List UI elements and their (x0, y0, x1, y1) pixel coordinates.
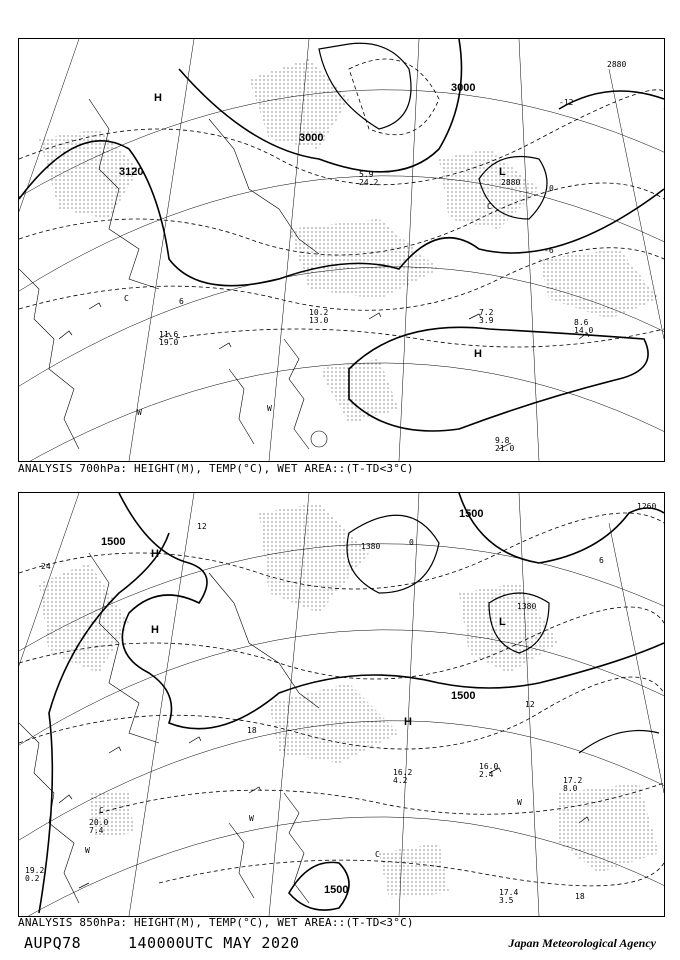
height-label: 1380 (361, 542, 381, 551)
station-value: 13.0 (309, 316, 329, 325)
high-pressure-center: H (151, 624, 159, 636)
cold-center: C (487, 202, 492, 211)
station-value: 21.0 (495, 444, 515, 453)
height-label: 1500 (451, 690, 476, 702)
station-value: 20.0 (89, 818, 109, 827)
warm-center: W (137, 408, 142, 417)
cold-center: C (99, 806, 104, 815)
height-label: 3000 (451, 82, 476, 94)
station-value: 10.2 (309, 308, 329, 317)
height-label: 3000 (299, 132, 324, 144)
warm-center: W (85, 846, 90, 855)
station-value: 5.9 (359, 170, 374, 179)
station-value: 8.6 (574, 318, 589, 327)
isotherm-label: 18 (247, 726, 257, 735)
isotherm-label: 0 (549, 184, 554, 193)
station-value: 24.2 (359, 178, 379, 187)
station-value: 3.5 (499, 896, 514, 905)
isotherm-label: -12 (559, 98, 574, 107)
height-label: 1260 (637, 502, 657, 511)
map-caption-700hpa: ANALYSIS 700hPa: HEIGHT(M), TEMP(°C), WET AREA::(T-TD<3°C) (18, 462, 414, 475)
isotherm-label: 12 (525, 700, 535, 709)
warm-center: W (517, 798, 522, 807)
station-value: 2.4 (479, 770, 494, 779)
warm-center: W (249, 814, 254, 823)
isotherm-label: 0 (409, 538, 414, 547)
height-label: 2880 (501, 178, 521, 187)
warm-center: W (267, 404, 272, 413)
map-caption-850hpa: ANALYSIS 850hPa: HEIGHT(M), TEMP(°C), WET AREA::(T-TD<3°C) (18, 916, 414, 929)
station-value: 7.4 (89, 826, 104, 835)
low-pressure-center: L (499, 616, 506, 628)
station-value: 17.2 (563, 776, 583, 785)
agency-name: Japan Meteorological Agency (508, 936, 656, 950)
isotherm-label: 24 (41, 562, 51, 571)
high-pressure-center: H (151, 548, 159, 560)
map-panel-850hpa (18, 492, 665, 917)
high-pressure-center: H (474, 348, 482, 360)
height-label: 1380 (517, 602, 537, 611)
height-label: 1500 (459, 508, 484, 520)
cold-center: C (124, 294, 129, 303)
valid-time: 140000UTC MAY 2020 (128, 934, 300, 952)
station-value: 4.2 (393, 776, 408, 785)
station-value: 16.0 (479, 762, 499, 771)
station-value: 11.6 (159, 330, 179, 339)
map-panel-700hpa (18, 38, 665, 462)
cold-center: C (375, 850, 380, 859)
station-value: 0.2 (25, 874, 40, 883)
height-label: 1500 (101, 536, 126, 548)
chart-code: AUPQ78 (24, 934, 82, 952)
isotherm-label: 6 (179, 297, 184, 306)
isotherm-label: 6 (599, 556, 604, 565)
station-value: 8.0 (563, 784, 578, 793)
high-pressure-center: H (404, 716, 412, 728)
station-value: 17.4 (499, 888, 519, 897)
station-value: 19.2 (25, 866, 45, 875)
station-value: 3.9 (479, 316, 494, 325)
map-700hpa-chart (19, 39, 664, 461)
height-label: 2880 (607, 60, 627, 69)
station-value: 7.2 (479, 308, 494, 317)
height-label: 3120 (119, 166, 144, 178)
high-pressure-center: H (154, 92, 162, 104)
map-850hpa-chart (19, 493, 664, 916)
low-pressure-center: L (499, 166, 506, 178)
station-value: 9.8 (495, 436, 510, 445)
height-label: 1500 (324, 884, 349, 896)
station-value: 14.0 (574, 326, 594, 335)
station-value: 16.2 (393, 768, 413, 777)
isotherm-label: -6 (544, 246, 554, 255)
isotherm-label: 12 (197, 522, 207, 531)
station-value: 19.0 (159, 338, 179, 347)
isotherm-label: 18 (575, 892, 585, 901)
